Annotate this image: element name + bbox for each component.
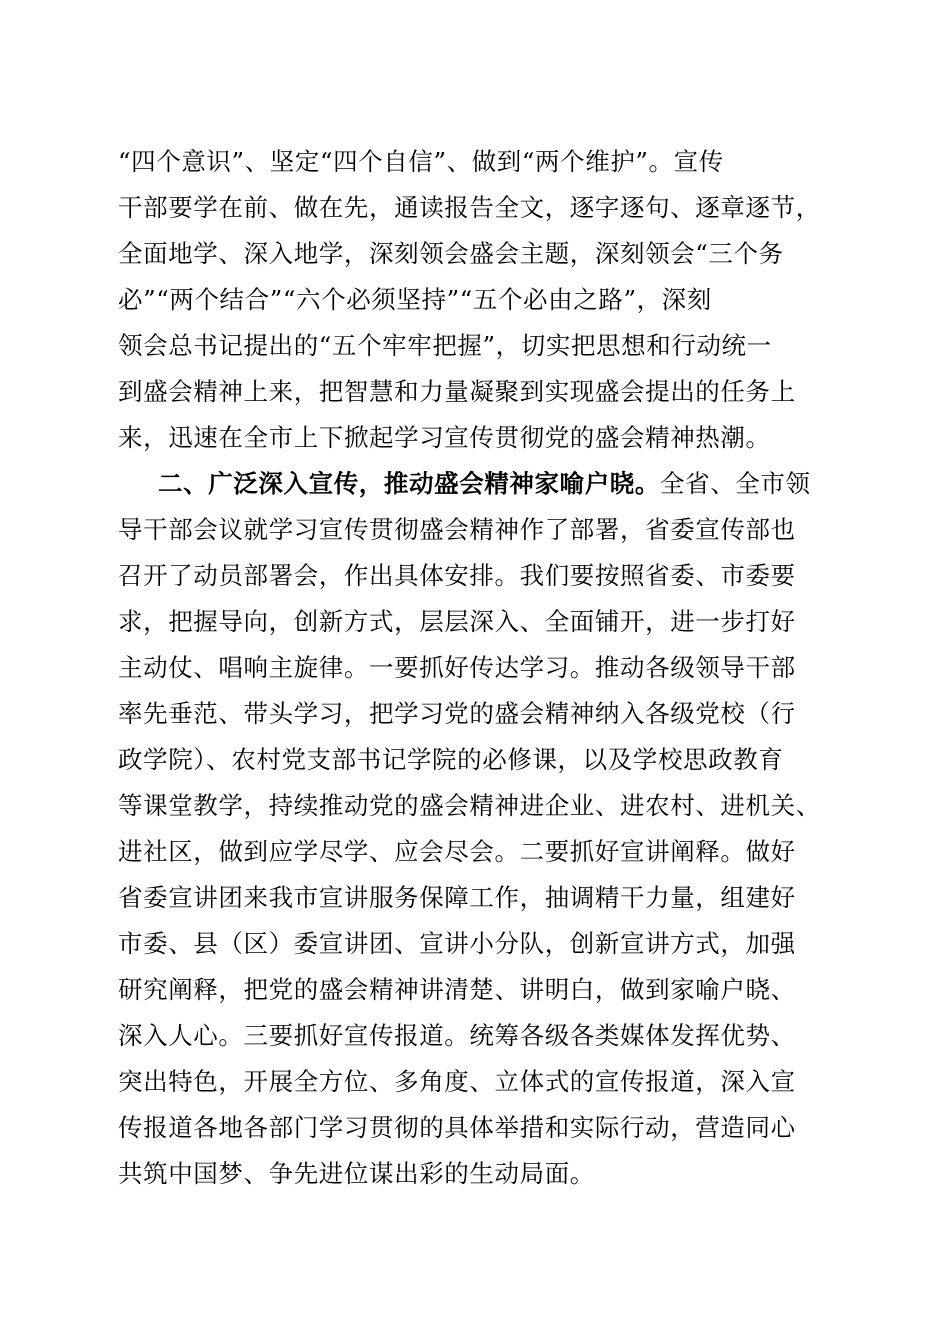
paragraph-1-line-4: 必”“两个结合”“六个必须坚持”“五个必由之路”，深刻 xyxy=(118,285,712,314)
paragraph-2-first-line-text: 全省、全市领 xyxy=(660,469,811,498)
paragraph-2-line-2: 导干部会议就学习宣传贯彻盛会精神作了部署，省委宣传部也 xyxy=(118,515,796,544)
paragraph-2-line-4: 求，把握导向，创新方式，层层深入、全面铺开，进一步打好 xyxy=(118,607,796,636)
paragraph-1-line-1: “四个意识”、坚定“四个自信”、做到“两个维护”。宣传 xyxy=(118,147,724,176)
paragraph-2-line-9: 进社区，做到应学尽学、应会尽会。二要抓好宣讲阐释。做好 xyxy=(118,837,796,866)
paragraph-2-line-5: 主动仗、唱响主旋律。一要抓好传达学习。推动各级领导干部 xyxy=(118,653,796,682)
paragraph-1-line-2: 干部要学在前、做在先，通读报告全文，逐字逐句、逐章逐节， xyxy=(118,193,821,222)
paragraph-1-line-7: 来，迅速在全市上下掀起学习宣传贯彻党的盛会精神热潮。 xyxy=(118,423,771,452)
paragraph-2-line-15: 传报道各地各部门学习贯彻的具体举措和实际行动，营造同心 xyxy=(118,1113,796,1142)
paragraph-2-line-12: 研究阐释，把党的盛会精神讲清楚、讲明白，做到家喻户晓、 xyxy=(118,975,796,1004)
paragraph-2-line-13: 深入人心。三要抓好宣传报道。统筹各级各类媒体发挥优势、 xyxy=(118,1021,796,1050)
paragraph-2-line-6: 率先垂范、带头学习，把学习党的盛会精神纳入各级党校（行 xyxy=(118,699,796,728)
paragraph-1-line-5: 领会总书记提出的“五个牢牢把握”，切实把思想和行动统一 xyxy=(118,331,772,360)
paragraph-2-line-16: 共筑中国梦、争先进位谋出彩的生动局面。 xyxy=(118,1159,595,1188)
paragraph-1-line-3: 全面地学、深入地学，深刻领会盛会主题，深刻领会“三个务 xyxy=(118,239,784,268)
paragraph-2-line-7: 政学院）、农村党支部书记学院的必修课，以及学校思政教育 xyxy=(118,745,784,774)
paragraph-2-line-10: 省委宣讲团来我市宣讲服务保障工作，抽调精干力量，组建好 xyxy=(118,883,796,912)
paragraph-2-line-3: 召开了动员部署会，作出具体安排。我们要按照省委、市委要 xyxy=(118,561,796,590)
paragraph-2-line-11: 市委、县（区）委宣讲团、宣讲小分队，创新宣讲方式，加强 xyxy=(118,929,796,958)
paragraph-2-first-line xyxy=(158,469,811,498)
paragraph-2-line-14: 突出特色，开展全方位、多角度、立体式的宣传报道，深入宣 xyxy=(118,1067,796,1096)
paragraph-1-line-6: 到盛会精神上来，把智慧和力量凝聚到实现盛会提出的任务上 xyxy=(118,377,796,406)
section-heading: 二、广泛深入宣传，推动盛会精神家喻户晓。 xyxy=(158,469,660,498)
paragraph-2-line-8: 等课堂教学，持续推动党的盛会精神进企业、进农村、进机关、 xyxy=(118,791,821,820)
